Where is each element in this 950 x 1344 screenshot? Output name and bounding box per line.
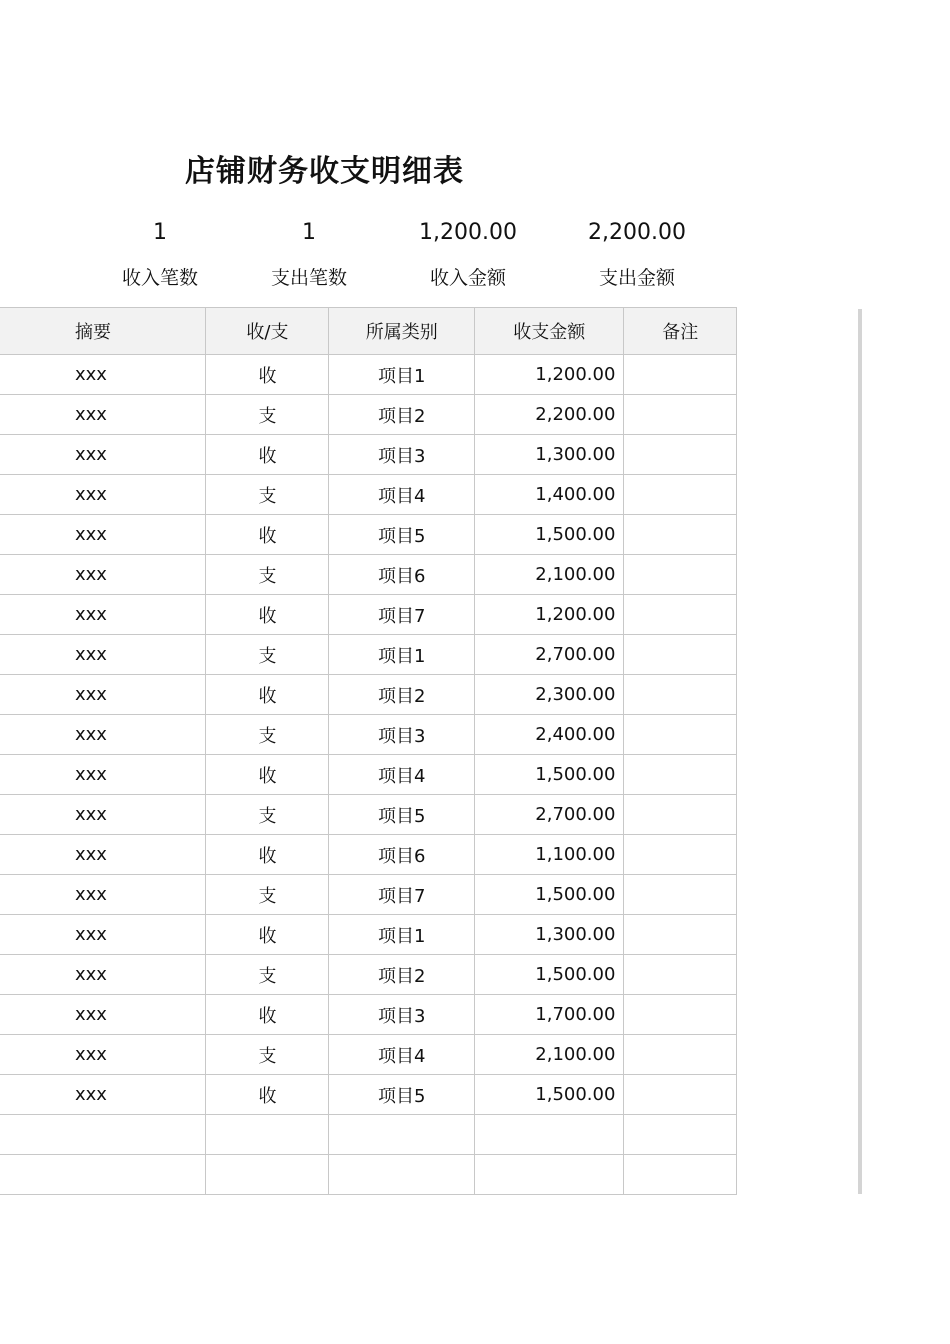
cell-summary[interactable]: xxx — [0, 955, 206, 995]
cell-category[interactable]: 项目6 — [329, 835, 475, 875]
cell-type[interactable]: 收 — [206, 595, 329, 635]
cell-type[interactable]: 收 — [206, 435, 329, 475]
cell-type[interactable]: 支 — [206, 875, 329, 915]
cell-summary[interactable]: xxx — [0, 1075, 206, 1115]
cell-note[interactable] — [624, 555, 737, 595]
header-type[interactable]: 收/支 — [206, 308, 329, 355]
cell-note[interactable] — [624, 435, 737, 475]
cell-summary[interactable]: xxx — [0, 835, 206, 875]
cell-category[interactable]: 项目1 — [329, 355, 475, 395]
table-row — [0, 595, 737, 635]
table-row — [0, 715, 737, 755]
cell-type[interactable]: 收 — [206, 755, 329, 795]
table-row — [0, 995, 737, 1035]
cell-note[interactable] — [624, 1075, 737, 1115]
cell-type[interactable]: 收 — [206, 995, 329, 1035]
cell-type[interactable]: 支 — [206, 555, 329, 595]
cell-amount[interactable]: 2,200.00 — [474, 395, 623, 435]
cell-summary[interactable]: xxx — [0, 475, 206, 515]
cell-amount[interactable]: 1,500.00 — [474, 875, 623, 915]
table-row — [0, 1155, 737, 1195]
cell-amount[interactable]: 1,500.00 — [474, 1075, 623, 1115]
table-row — [0, 1075, 737, 1115]
cell-note[interactable] — [624, 755, 737, 795]
table-row — [0, 955, 737, 995]
cell-summary[interactable]: xxx — [0, 755, 206, 795]
cell-type[interactable]: 支 — [206, 795, 329, 835]
cell-category[interactable]: 项目4 — [329, 755, 475, 795]
income-amount-value: 1,200.00 — [419, 220, 517, 245]
cell-type[interactable]: 支 — [206, 715, 329, 755]
cell-summary[interactable]: xxx — [0, 595, 206, 635]
cell-summary[interactable]: xxx — [0, 635, 206, 675]
header-amount[interactable]: 收支金额 — [474, 308, 623, 355]
cell-category[interactable]: 项目3 — [329, 435, 475, 475]
cell-category[interactable]: 项目7 — [329, 875, 475, 915]
cell-category[interactable]: 项目4 — [329, 475, 475, 515]
income-count-label: 收入笔数 — [121, 267, 198, 289]
cell-type[interactable]: 支 — [206, 1035, 329, 1075]
cell-amount[interactable]: 1,300.00 — [474, 915, 623, 955]
cell-note[interactable] — [624, 595, 737, 635]
cell-type[interactable]: 收 — [206, 1075, 329, 1115]
cell-category[interactable] — [329, 1155, 475, 1195]
cell-amount[interactable]: 2,100.00 — [474, 1035, 623, 1075]
cell-summary[interactable]: xxx — [0, 515, 206, 555]
cell-summary[interactable]: xxx — [0, 715, 206, 755]
cell-amount[interactable]: 1,200.00 — [474, 595, 623, 635]
cell-note[interactable] — [624, 715, 737, 755]
table-row — [0, 355, 737, 395]
income-amount-label: 收入金额 — [429, 267, 506, 289]
cell-note[interactable] — [624, 475, 737, 515]
cell-category[interactable]: 项目2 — [329, 955, 475, 995]
table-row — [0, 475, 737, 515]
cell-amount[interactable]: 2,100.00 — [474, 555, 623, 595]
cell-note[interactable] — [624, 355, 737, 395]
cell-summary[interactable]: xxx — [0, 555, 206, 595]
table-row — [0, 795, 737, 835]
expense-count-label: 支出笔数 — [270, 267, 347, 289]
cell-note[interactable] — [624, 1115, 737, 1155]
cell-summary[interactable]: xxx — [0, 875, 206, 915]
cell-category[interactable]: 项目5 — [329, 515, 475, 555]
cell-amount[interactable]: 1,700.00 — [474, 995, 623, 1035]
cell-type[interactable]: 支 — [206, 475, 329, 515]
table-row — [0, 1115, 737, 1155]
cell-note[interactable] — [624, 875, 737, 915]
cell-amount[interactable]: 1,100.00 — [474, 835, 623, 875]
cell-summary[interactable] — [0, 1155, 206, 1195]
ledger-table — [0, 307, 737, 1195]
header-note[interactable]: 备注 — [624, 308, 737, 355]
cell-summary[interactable]: xxx — [0, 1035, 206, 1075]
table-row — [0, 435, 737, 475]
cell-amount[interactable]: 2,700.00 — [474, 795, 623, 835]
cell-amount[interactable] — [474, 1155, 623, 1195]
cell-category[interactable]: 项目5 — [329, 795, 475, 835]
cell-note[interactable] — [624, 515, 737, 555]
cell-summary[interactable]: xxx — [0, 435, 206, 475]
cell-note[interactable] — [624, 835, 737, 875]
cell-amount[interactable] — [474, 1115, 623, 1155]
table-row — [0, 395, 737, 435]
cell-type[interactable]: 支 — [206, 395, 329, 435]
table-row — [0, 1035, 737, 1075]
table-row — [0, 835, 737, 875]
expense-amount-value: 2,200.00 — [588, 220, 686, 245]
cell-category[interactable]: 项目6 — [329, 555, 475, 595]
cell-type[interactable]: 支 — [206, 635, 329, 675]
cell-type[interactable]: 收 — [206, 915, 329, 955]
page-title: 店铺财务收支明细表 — [185, 154, 464, 189]
cell-amount[interactable]: 1,300.00 — [474, 435, 623, 475]
cell-type[interactable]: 收 — [206, 835, 329, 875]
cell-type[interactable]: 支 — [206, 955, 329, 995]
cell-summary[interactable]: xxx — [0, 395, 206, 435]
table-row — [0, 755, 737, 795]
table-row — [0, 915, 737, 955]
cell-category[interactable]: 项目1 — [329, 915, 475, 955]
cell-amount[interactable]: 1,500.00 — [474, 515, 623, 555]
cell-type[interactable]: 收 — [206, 675, 329, 715]
cell-amount[interactable]: 1,500.00 — [474, 755, 623, 795]
cell-note[interactable] — [624, 955, 737, 995]
cell-note[interactable] — [624, 795, 737, 835]
cell-amount[interactable]: 1,400.00 — [474, 475, 623, 515]
table-row — [0, 675, 737, 715]
cell-note[interactable] — [624, 675, 737, 715]
cell-category[interactable] — [329, 1115, 475, 1155]
header-summary[interactable]: 摘要 — [0, 308, 206, 355]
cell-note[interactable] — [624, 995, 737, 1035]
cell-summary[interactable]: xxx — [0, 915, 206, 955]
cell-category[interactable]: 项目1 — [329, 635, 475, 675]
income-count-value: 1 — [153, 220, 167, 245]
expense-amount-label: 支出金额 — [598, 267, 675, 289]
cell-summary[interactable]: xxx — [0, 355, 206, 395]
table-row — [0, 515, 737, 555]
cell-category[interactable]: 项目3 — [329, 715, 475, 755]
cell-category[interactable]: 项目3 — [329, 995, 475, 1035]
table-row — [0, 875, 737, 915]
cell-type[interactable] — [206, 1155, 329, 1195]
cell-summary[interactable]: xxx — [0, 995, 206, 1035]
cell-note[interactable] — [624, 1035, 737, 1075]
cell-amount[interactable]: 1,500.00 — [474, 955, 623, 995]
cell-category[interactable]: 项目2 — [329, 675, 475, 715]
cell-note[interactable] — [624, 635, 737, 675]
cell-type[interactable] — [206, 1115, 329, 1155]
table-header-row — [0, 308, 737, 355]
cell-amount[interactable]: 2,300.00 — [474, 675, 623, 715]
cell-category[interactable]: 项目4 — [329, 1035, 475, 1075]
header-category[interactable]: 所属类别 — [329, 308, 475, 355]
cell-category[interactable]: 项目7 — [329, 595, 475, 635]
table-row — [0, 635, 737, 675]
cell-category[interactable]: 项目2 — [329, 395, 475, 435]
cell-amount[interactable]: 1,200.00 — [474, 355, 623, 395]
cell-amount[interactable]: 2,700.00 — [474, 635, 623, 675]
cell-note[interactable] — [624, 1155, 737, 1195]
cell-amount[interactable]: 2,400.00 — [474, 715, 623, 755]
cell-note[interactable] — [624, 915, 737, 955]
cell-note[interactable] — [624, 395, 737, 435]
cell-type[interactable]: 收 — [206, 355, 329, 395]
table-row — [0, 555, 737, 595]
cell-summary[interactable]: xxx — [0, 795, 206, 835]
ledger-sheet — [75, 307, 861, 1194]
cell-summary[interactable] — [0, 1115, 206, 1155]
cell-summary[interactable]: xxx — [0, 675, 206, 715]
cell-category[interactable]: 项目5 — [329, 1075, 475, 1115]
expense-count-value: 1 — [302, 220, 316, 245]
cell-type[interactable]: 收 — [206, 515, 329, 555]
